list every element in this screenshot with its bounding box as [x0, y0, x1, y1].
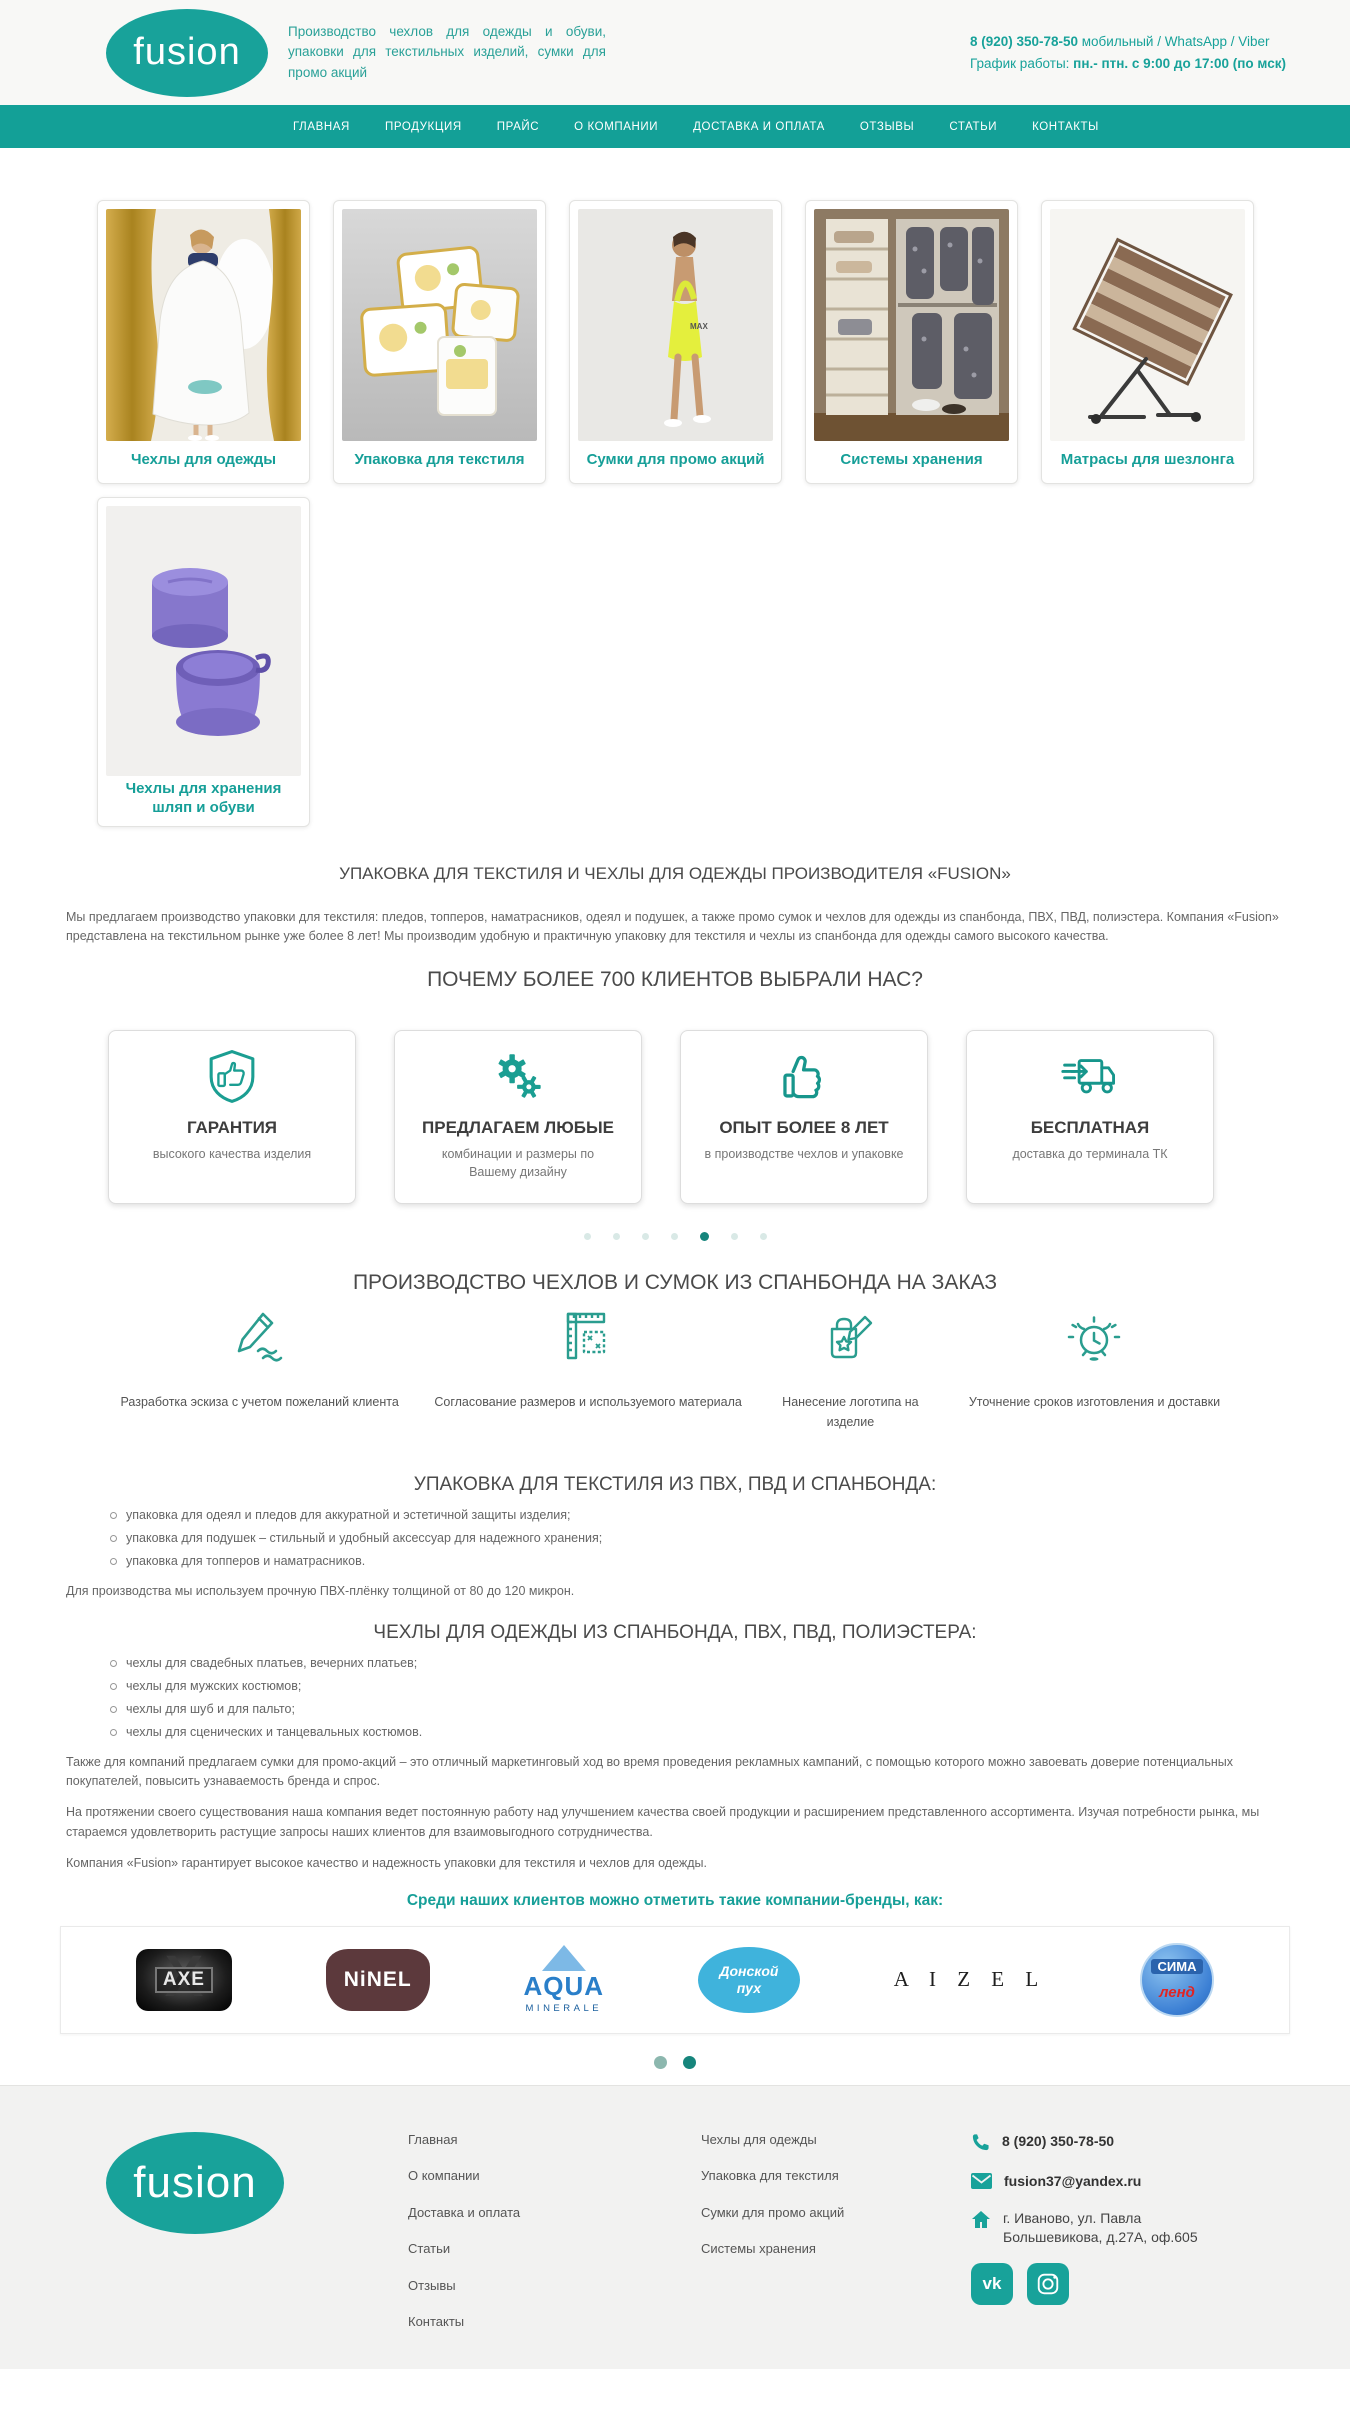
category-title-garment-covers[interactable]: Чехлы для одежды: [130, 450, 277, 468]
delivery-truck-icon: [1061, 1092, 1119, 1109]
envelope-icon: [971, 2173, 992, 2194]
brands-carousel-dots: [60, 2056, 1290, 2069]
footer-link-o-kompanii[interactable]: О компании: [408, 2168, 480, 2183]
nav-item-dostavka[interactable]: ДОСТАВКА И ОПЛАТА: [693, 120, 825, 133]
nav-item-prais[interactable]: ПРАЙС: [496, 120, 540, 133]
covers-bullet: чехлы для сценических и танцевальных костюмов.: [108, 1725, 1290, 1739]
brand-aqua-text: AQUA: [523, 1971, 605, 2001]
vk-icon[interactable]: vk: [971, 2263, 1013, 2305]
covers-bullet: чехлы для мужских костюмов;: [108, 1679, 1290, 1693]
fusion-logo-text: fusion: [133, 31, 241, 73]
promo-paragraph: Также для компаний предлагаем сумки для промо-акций – это отличный маркетинговый ход во время проведения рекламных кампаний, с помощью которого можно завоевать доверие потенциальных покупателей, повысить узнаваемость бренда и спрос.: [66, 1754, 1233, 1788]
process-step-label: Уточнение сроков изготовления и доставки: [968, 1395, 1221, 1410]
process-steps: [60, 1307, 1290, 1432]
category-title-lounger-mattresses[interactable]: Матрасы для шезлонга: [1060, 450, 1235, 468]
brand-minerale-text: MINERALE: [525, 2003, 603, 2014]
nav-item-produkciya[interactable]: ПРОДУКЦИЯ: [384, 120, 462, 133]
footer-link-kontakty[interactable]: Контакты: [408, 2314, 465, 2329]
footer-link-sistemy[interactable]: Системы хранения: [701, 2241, 816, 2256]
benefit-subtitle-any-combinations: комбинации и размеры по Вашему дизайну: [441, 1147, 595, 1180]
benefit-title-guarantee: ГАРАНТИЯ: [186, 1118, 278, 1138]
category-image-lounger-mattresses: [1050, 209, 1245, 441]
benefit-subtitle-experience: в производстве чехлов и упаковке: [704, 1147, 904, 1162]
category-card-promo-bags[interactable]: [569, 200, 782, 484]
category-title-hat-boxes[interactable]: Чехлы для хранения шляп и обуви: [125, 780, 282, 816]
brand-sima-line2: ленд: [1159, 1983, 1195, 2001]
intro-text: Мы предлагаем производство упаковки для текстиля: пледов, топперов, наматрасников, одеял и подушек, а также промо сумок и чехлов для одежды из спанбонда, ПВХ, ПВД, полиэстера. Компания «Fusion» представлена на текстильном рынке уже более 8 лет! Мы производим удобную и практичную упаковку для текстиля и чехлы из спанбонда для одежды самого высокого качества.: [66, 909, 1279, 943]
benefit-title-experience: ОПЫТ БОЛЕЕ 8 ЛЕТ: [719, 1118, 889, 1138]
carousel-dot[interactable]: [671, 1233, 678, 1240]
process-step-timing: [944, 1307, 1245, 1432]
pencil-sketch-icon: [230, 1354, 290, 1371]
brand-logo-donskoy-puh: [698, 1947, 800, 2013]
thumb-up-icon: [775, 1092, 833, 1109]
footer-fusion-logo[interactable]: [106, 2132, 284, 2234]
carousel-dot[interactable]: [613, 1233, 620, 1240]
carousel-dot-active[interactable]: [700, 1232, 709, 1241]
covers-bullet: чехлы для свадебных платьев, вечерних платьев;: [108, 1656, 1290, 1670]
page-header: [0, 0, 1350, 105]
footer-email[interactable]: fusion37@yandex.ru: [1004, 2172, 1142, 2189]
process-step-logo: [757, 1307, 944, 1432]
schedule-value: пн.- птн. с 9:00 до 17:00 (по мск): [1073, 55, 1286, 71]
footer-logo-text: fusion: [133, 2157, 257, 2207]
instagram-icon[interactable]: [1027, 2263, 1069, 2305]
benefit-card-guarantee: [108, 1030, 356, 1204]
packaging-bullet: упаковка для подушек – стильный и удобный аксессуар для надежного хранения;: [108, 1531, 1290, 1545]
footer-link-chehly[interactable]: Чехлы для одежды: [701, 2131, 817, 2147]
footer-contacts: [971, 2132, 1233, 2305]
category-image-promo-bags: [578, 209, 773, 441]
footer-link-otzyvy[interactable]: Отзывы: [408, 2277, 456, 2293]
company-tagline: Производство чехлов для одежды и обуви, упаковки для текстильных изделий, сумки для промо акций: [288, 24, 606, 80]
schedule-label: График работы:: [969, 55, 1074, 71]
category-card-garment-covers[interactable]: [97, 200, 310, 484]
category-card-lounger-mattresses[interactable]: [1041, 200, 1254, 484]
category-card-textile-packaging[interactable]: [333, 200, 546, 484]
footer-social: [971, 2263, 1233, 2305]
category-title-storage-systems[interactable]: Системы хранения: [840, 450, 983, 468]
category-image-garment-covers: [106, 209, 301, 441]
alarm-clock-icon: [1064, 1354, 1124, 1371]
brand-logo-sima-land: [1140, 1943, 1214, 2017]
category-cards: [60, 200, 1290, 827]
process-step-label: Разработка эскиза с учетом пожеланий клиента: [120, 1395, 399, 1410]
header-phone: 8 (920) 350-78-50: [969, 33, 1079, 49]
gears-icon: [489, 1092, 547, 1109]
footer-address: г. Иваново, ул. Павла Большевикова, д.27А, оф.605: [1003, 2209, 1198, 2246]
covers-bullet-list: [60, 1656, 1290, 1739]
quality-paragraph: Компания «Fusion» гарантирует высокое качество и надежность упаковки для текстиля и чехлов для одежды.: [66, 1856, 707, 1871]
carousel-dot[interactable]: [642, 1233, 649, 1240]
benefit-card-free-delivery: [966, 1030, 1214, 1204]
process-step-label: Нанесение логотипа на изделие: [782, 1395, 919, 1430]
carousel-dot[interactable]: [731, 1233, 738, 1240]
brand-logo-ninel: [326, 1949, 430, 2011]
shield-thumb-icon: [203, 1092, 261, 1109]
benefit-subtitle-free-delivery: доставка до терминала ТК: [1012, 1147, 1168, 1162]
mountain-icon: [542, 1945, 586, 1971]
benefit-title-free-delivery: БЕСПЛАТНАЯ: [1030, 1118, 1150, 1138]
footer-link-stati[interactable]: Статьи: [408, 2241, 451, 2256]
why-heading: ПОЧЕМУ БОЛЕЕ 700 КЛИЕНТОВ ВЫБРАЛИ НАС?: [427, 968, 923, 992]
brand-ninel-text: NiNEL: [343, 1967, 412, 1991]
page-footer: [0, 2085, 1350, 2369]
brand-sima-line1: СИМА: [1151, 1959, 1204, 1974]
footer-link-dostavka[interactable]: Доставка и оплата: [408, 2204, 521, 2220]
category-card-hat-boxes[interactable]: [97, 497, 310, 827]
home-icon: [971, 2210, 991, 2234]
packaging-heading: УПАКОВКА ДЛЯ ТЕКСТИЛЯ ИЗ ПВХ, ПВД И СПАНБОНДА:: [413, 1474, 937, 1496]
benefits-carousel-dots: [60, 1232, 1290, 1241]
brand-aizel-text: A I Z E L: [893, 1967, 1047, 1991]
footer-nav-column-2: [701, 2132, 913, 2278]
carousel-dot[interactable]: [654, 2056, 667, 2069]
benefit-title-any-combinations: ПРЕДЛАГАЕМ ЛЮБЫЕ: [422, 1118, 614, 1138]
carousel-dot[interactable]: [760, 1233, 767, 1240]
process-step-label: Согласование размеров и используемого материала: [434, 1395, 742, 1410]
footer-phone: 8 (920) 350-78-50: [1002, 2132, 1115, 2149]
carousel-dot-active[interactable]: [683, 2056, 696, 2069]
category-image-hat-boxes: [106, 506, 301, 776]
brand-logo-axe: [136, 1949, 232, 2011]
benefit-card-experience: [680, 1030, 928, 1204]
fusion-logo[interactable]: [106, 9, 268, 97]
category-title-promo-bags[interactable]: Сумки для промо акций: [586, 450, 765, 468]
packaging-bullet: упаковка для одеял и пледов для аккуратной и эстетичной защиты изделия;: [108, 1508, 1290, 1522]
carousel-dot[interactable]: [584, 1233, 591, 1240]
category-title-textile-packaging[interactable]: Упаковка для текстиля: [354, 450, 525, 468]
intro-heading: УПАКОВКА ДЛЯ ТЕКСТИЛЯ И ЧЕХЛЫ ДЛЯ ОДЕЖДЫ ПРОИЗВОДИТЕЛЯ «FUSION»: [339, 863, 1011, 883]
nav-item-otzyvy[interactable]: ОТЗЫВЫ: [859, 120, 915, 133]
svg-text:MAX: MAX: [690, 322, 708, 331]
nav-item-glavnaya[interactable]: ГЛАВНАЯ: [293, 120, 350, 133]
footer-link-upakovka[interactable]: Упаковка для текстиля: [701, 2168, 839, 2183]
nav-item-stati[interactable]: СТАТЬИ: [949, 120, 998, 133]
brand-logo-aizel: [894, 1967, 1046, 1992]
logo-stamp-icon: [820, 1354, 880, 1371]
benefit-subtitle-guarantee: высокого качества изделия: [152, 1147, 312, 1162]
process-heading: ПРОИЗВОДСТВО ЧЕХЛОВ И СУМОК ИЗ СПАНБОНДА НА ЗАКАЗ: [352, 1271, 998, 1295]
header-phone-suffix: мобильный / WhatsApp / Viber: [1078, 33, 1270, 49]
header-contacts: [970, 31, 1286, 74]
packaging-bullet-list: [60, 1508, 1290, 1568]
brand-donskoy-line2: пух: [736, 1979, 762, 1996]
category-image-textile-packaging: [342, 209, 537, 441]
benefits-carousel: [60, 1030, 1290, 1204]
phone-icon: [971, 2133, 990, 2157]
brands-carousel: [60, 1926, 1290, 2034]
process-step-sketch: [100, 1307, 419, 1432]
packaging-bullet: упаковка для топперов и наматрасников.: [108, 1554, 1290, 1568]
benefit-card-any-combinations: [394, 1030, 642, 1204]
company-paragraph: На протяжении своего существования наша компания ведет постоянную работу над улучшением качества своей продукции и расширением представленного ассортимента. Изучая потребности рынка, мы стараемся удовлетворить растущие запросы наших клиентов для взаимовыгодного сотрудничества.: [66, 1805, 1260, 1839]
brand-donskoy-line1: Донской: [719, 1962, 779, 1979]
brand-axe-text: X AXE: [155, 1967, 213, 1993]
footer-nav-column-1: [408, 2132, 588, 2351]
measure-fabric-icon: [558, 1354, 618, 1371]
category-image-storage-systems: [814, 209, 1009, 441]
clients-heading: Среди наших клиентов можно отметить такие компании-бренды, как:: [406, 1891, 944, 1909]
main-nav: [0, 105, 1350, 148]
nav-item-kontakty[interactable]: КОНТАКТЫ: [1032, 120, 1099, 133]
footer-link-glavnaya[interactable]: Главная: [408, 2131, 458, 2147]
process-step-sizes: [419, 1307, 757, 1432]
nav-item-o-kompanii[interactable]: О КОМПАНИИ: [574, 120, 659, 133]
packaging-note: Для производства мы используем прочную ПВХ-плёнку толщиной от 80 до 120 микрон.: [66, 1584, 575, 1599]
covers-heading: ЧЕХЛЫ ДЛЯ ОДЕЖДЫ ИЗ СПАНБОНДА, ПВХ, ПВД, ПОЛИЭСТЕРА:: [373, 1621, 977, 1643]
covers-bullet: чехлы для шуб и для пальто;: [108, 1702, 1290, 1716]
brand-logo-aqua-minerale: [524, 1945, 605, 2014]
category-card-storage-systems[interactable]: [805, 200, 1018, 484]
footer-link-sumki[interactable]: Сумки для промо акций: [701, 2204, 845, 2220]
